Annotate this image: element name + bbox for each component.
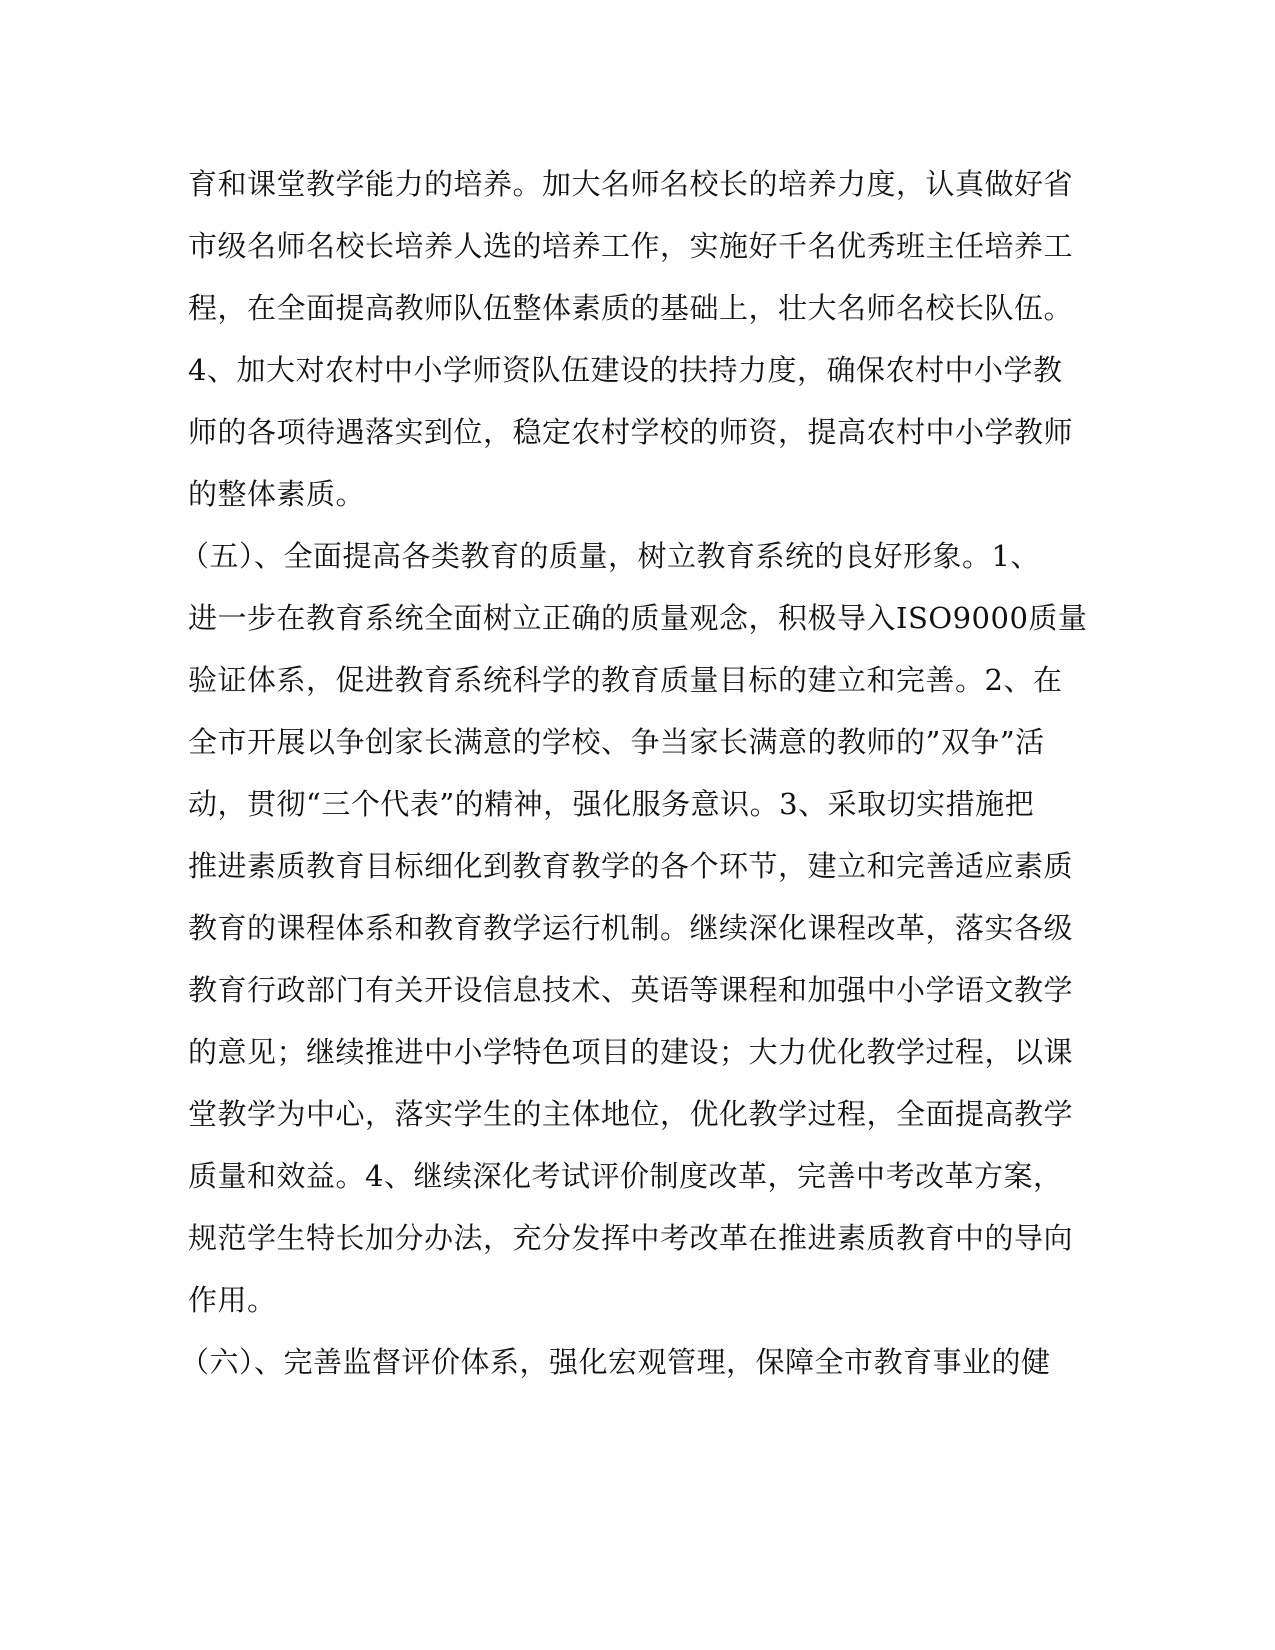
text-line: 堂教学为中心，落实学生的主体地位，优化教学过程，全面提高教学 bbox=[188, 1097, 1074, 1131]
text-line: 教育行政部门有关开设信息技术、英语等课程和加强中小学语文教学 bbox=[188, 973, 1074, 1007]
text-line: 全市开展以争创家长满意的学校、争当家长满意的教师的”双争”活 bbox=[188, 725, 1045, 759]
text-line: 市级名师名校长培养人选的培养工作，实施好千名优秀班主任培养工 bbox=[188, 229, 1074, 263]
text-line: 动，贯彻“三个代表”的精神，强化服务意识。3、采取切实措施把 bbox=[188, 787, 1035, 821]
text-line: 育和课堂教学能力的培养。加大名师名校长的培养力度，认真做好省 bbox=[188, 167, 1074, 201]
text-line: 规范学生特长加分办法，充分发挥中考改革在推进素质教育中的导向 bbox=[188, 1221, 1074, 1255]
section-heading-line: （五）、全面提高各类教育的质量，树立教育系统的良好形象。1、 bbox=[180, 539, 1040, 573]
text-line: 推进素质教育目标细化到教育教学的各个环节，建立和完善适应素质 bbox=[188, 849, 1074, 883]
section-heading-line: （六）、完善监督评价体系，强化宏观管理，保障全市教育事业的健 bbox=[180, 1345, 1051, 1379]
text-line: 程，在全面提高教师队伍整体素质的基础上，壮大名师名校长队伍。 bbox=[188, 291, 1074, 325]
text-line: 4、加大对农村中小学师资队伍建设的扶持力度，确保农村中小学教 bbox=[188, 353, 1063, 387]
text-line: 的意见；继续推进中小学特色项目的建设；大力优化教学过程，以课 bbox=[188, 1035, 1074, 1069]
text-line: 作用。 bbox=[188, 1283, 277, 1317]
text-line: 的整体素质。 bbox=[188, 477, 366, 511]
text-line: 师的各项待遇落实到位，稳定农村学校的师资，提高农村中小学教师 bbox=[188, 415, 1074, 449]
text-line: 验证体系，促进教育系统科学的教育质量目标的建立和完善。2、在 bbox=[188, 663, 1063, 697]
text-line: 质量和效益。4、继续深化考试评价制度改革，完善中考改革方案， bbox=[188, 1159, 1063, 1193]
text-line: 教育的课程体系和教育教学运行机制。继续深化课程改革，落实各级 bbox=[188, 911, 1074, 945]
text-line: 进一步在教育系统全面树立正确的质量观念，积极导入ISO9000质量 bbox=[188, 601, 1088, 635]
